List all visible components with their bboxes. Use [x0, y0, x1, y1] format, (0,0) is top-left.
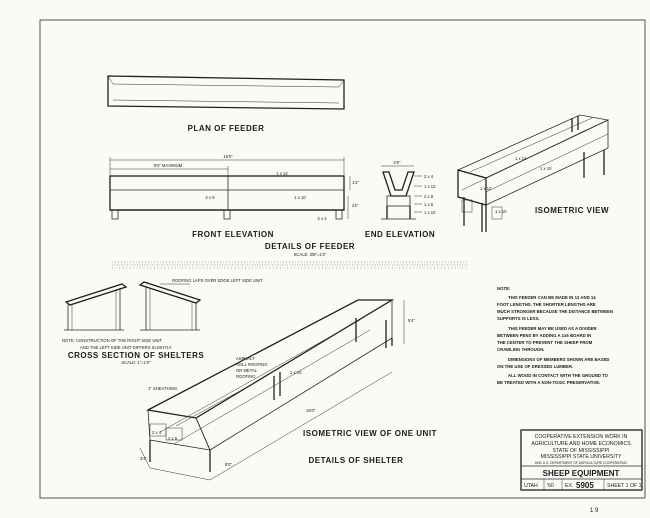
note-line: CRAWLING THROUGH. [497, 347, 545, 352]
note-line: SUPPORTS IS LESS. [497, 316, 540, 321]
cross-section-title: CROSS SECTION OF SHELTERS [67, 351, 205, 360]
note-line: THIS FEEDER MAY BE USED AS A DIVIDER [508, 326, 597, 331]
section-divider-band [112, 262, 468, 268]
front-board-1x12: 1 x 12 [276, 171, 288, 176]
isometric-shelter-drawing [140, 300, 404, 480]
end-board-2: 1 x 12 [424, 184, 436, 189]
note-line: DIMENSIONS OF MEMBERS SHOWN ARE BASED [508, 357, 610, 362]
shelter-frame-2x4: 2 x 4 [152, 430, 162, 435]
notes-heading: NOTE: [497, 286, 511, 291]
cross-section-scale: SCALE: 1"=1'0" [121, 360, 151, 365]
notes-block [497, 286, 613, 385]
details-of-shelter-title: DETAILS OF SHELTER [308, 456, 404, 465]
iso-board-a: 1 x 12 [515, 156, 527, 161]
note-line: BETWEEN PENS BY ADDING A 1x6 BOARD IN [497, 333, 592, 338]
shelter-height: 5'4" [408, 318, 415, 323]
plan-of-feeder-drawing [108, 76, 344, 109]
note-line: ALL WOOD IN CONTACT WITH THE GROUND TO [508, 373, 609, 378]
front-board-2x8: 2 x 8 [205, 195, 215, 200]
shelter-depth: 3'4" [140, 456, 147, 461]
note-line: MUCH STRONGER BECAUSE THE DISTANCE BETWEEN [497, 309, 613, 314]
plan-number: 5905 [576, 481, 594, 490]
utah-label: UTAH [524, 483, 538, 489]
construction-note-line1: NOTE: CONSTRUCTION OF THE RIGHT SIDE UNIT [62, 338, 163, 343]
isometric-shelter-title: ISOMETRIC VIEW OF ONE UNIT [303, 429, 437, 438]
asphalt-label-1: ASPHALT [236, 356, 255, 361]
front-height-24: 24" [352, 203, 359, 208]
shelter-board-1x10: 1 x 10 [290, 370, 302, 375]
end-board-3: 2 x 8 [424, 194, 434, 199]
front-elevation-drawing [110, 157, 350, 219]
construction-note-line2: AND THE LEFT SIDE UNIT DIFFERS SLIGHTLY [80, 345, 172, 350]
title-block-line4: MISSISSIPPI STATE UNIVERSITY [540, 454, 622, 460]
note-line: BE TREATED WITH A NON-TOXIC PRESERVATIVE. [497, 380, 601, 385]
front-max-length: 8'0" MAXIMUM [153, 163, 183, 168]
plan-of-feeder-title: PLAN OF FEEDER [187, 124, 265, 133]
title-block-line5: AND U.S. DEPARTMENT OF AGRICULTURE COOPERATING [534, 461, 628, 465]
front-elevation-title: FRONT ELEVATION [192, 230, 274, 239]
details-of-feeder-title: DETAILS OF FEEDER [264, 242, 356, 251]
cross-section-left-unit [64, 284, 126, 330]
front-board-1x10: 1 x 10 [294, 195, 306, 200]
sheet-border [40, 20, 645, 498]
front-height-12: 1'2" [352, 180, 359, 185]
title-block-line2: AGRICULTURE AND HOME ECONOMICS [531, 441, 631, 447]
asphalt-label-4: ROOFING [236, 374, 256, 379]
year-label: '60 [547, 483, 554, 489]
iso-board-b: 1 x 10 [540, 166, 552, 171]
end-board-1: 2 x 4 [424, 174, 434, 179]
end-elevation-title: END ELEVATION [364, 230, 436, 239]
note-line: ON THE USE OF DRESSED LUMBER. [497, 364, 574, 369]
title-block-line1: COOPERATIVE EXTENSION WORK IN [534, 434, 628, 440]
asphalt-label-2: ROLL ROOFING [236, 362, 268, 367]
asphalt-label-3: OR METAL [236, 368, 258, 373]
shelter-length-8: 8'0" [225, 462, 232, 467]
end-width: 2'6" [393, 160, 401, 165]
title-block-line3: STATE OF MISSISSIPPI [552, 448, 610, 454]
end-board-5: 1 x 10 [424, 210, 436, 215]
corner-mark: 1 9 [590, 508, 599, 514]
end-board-4: 1 x 6 [424, 202, 434, 207]
front-overall-length: 16'0" [223, 154, 233, 159]
drawing-title: SHEEP EQUIPMENT [542, 469, 620, 478]
details-of-feeder-scale: SCALE: 3/8"=1'0" [293, 252, 327, 257]
sheet-label: SHEET 1 OF 1 [607, 483, 642, 489]
iso-board-d: 1 x 10 [495, 209, 507, 214]
cross-section-right-unit [140, 282, 200, 330]
roofing-lap-note: ROOFING LAPS OVER EDGE LEFT SIDE UNIT [172, 278, 263, 283]
front-board-2x4: 2 x 4 [317, 216, 327, 221]
note-line: FOOT LENGTHS. THE SHORTER LENGTHS ARE [497, 302, 596, 307]
shelter-length-16: 16'0" [306, 408, 316, 413]
sheathing-label: 1" SHEATHING [148, 386, 178, 391]
isometric-view-title: ISOMETRIC VIEW [534, 206, 610, 215]
shelter-frame-2x6: 2 x 6 [168, 436, 178, 441]
end-elevation-drawing [381, 166, 422, 219]
note-line: THE CENTER TO PREVENT THE SHEEP FROM [497, 340, 593, 345]
iso-board-c: 1 x 12 [480, 186, 492, 191]
note-line: THIS FEEDER CAN BE MADE IN 12 AND 14 [508, 295, 596, 300]
ex-label: EX. [565, 483, 574, 489]
